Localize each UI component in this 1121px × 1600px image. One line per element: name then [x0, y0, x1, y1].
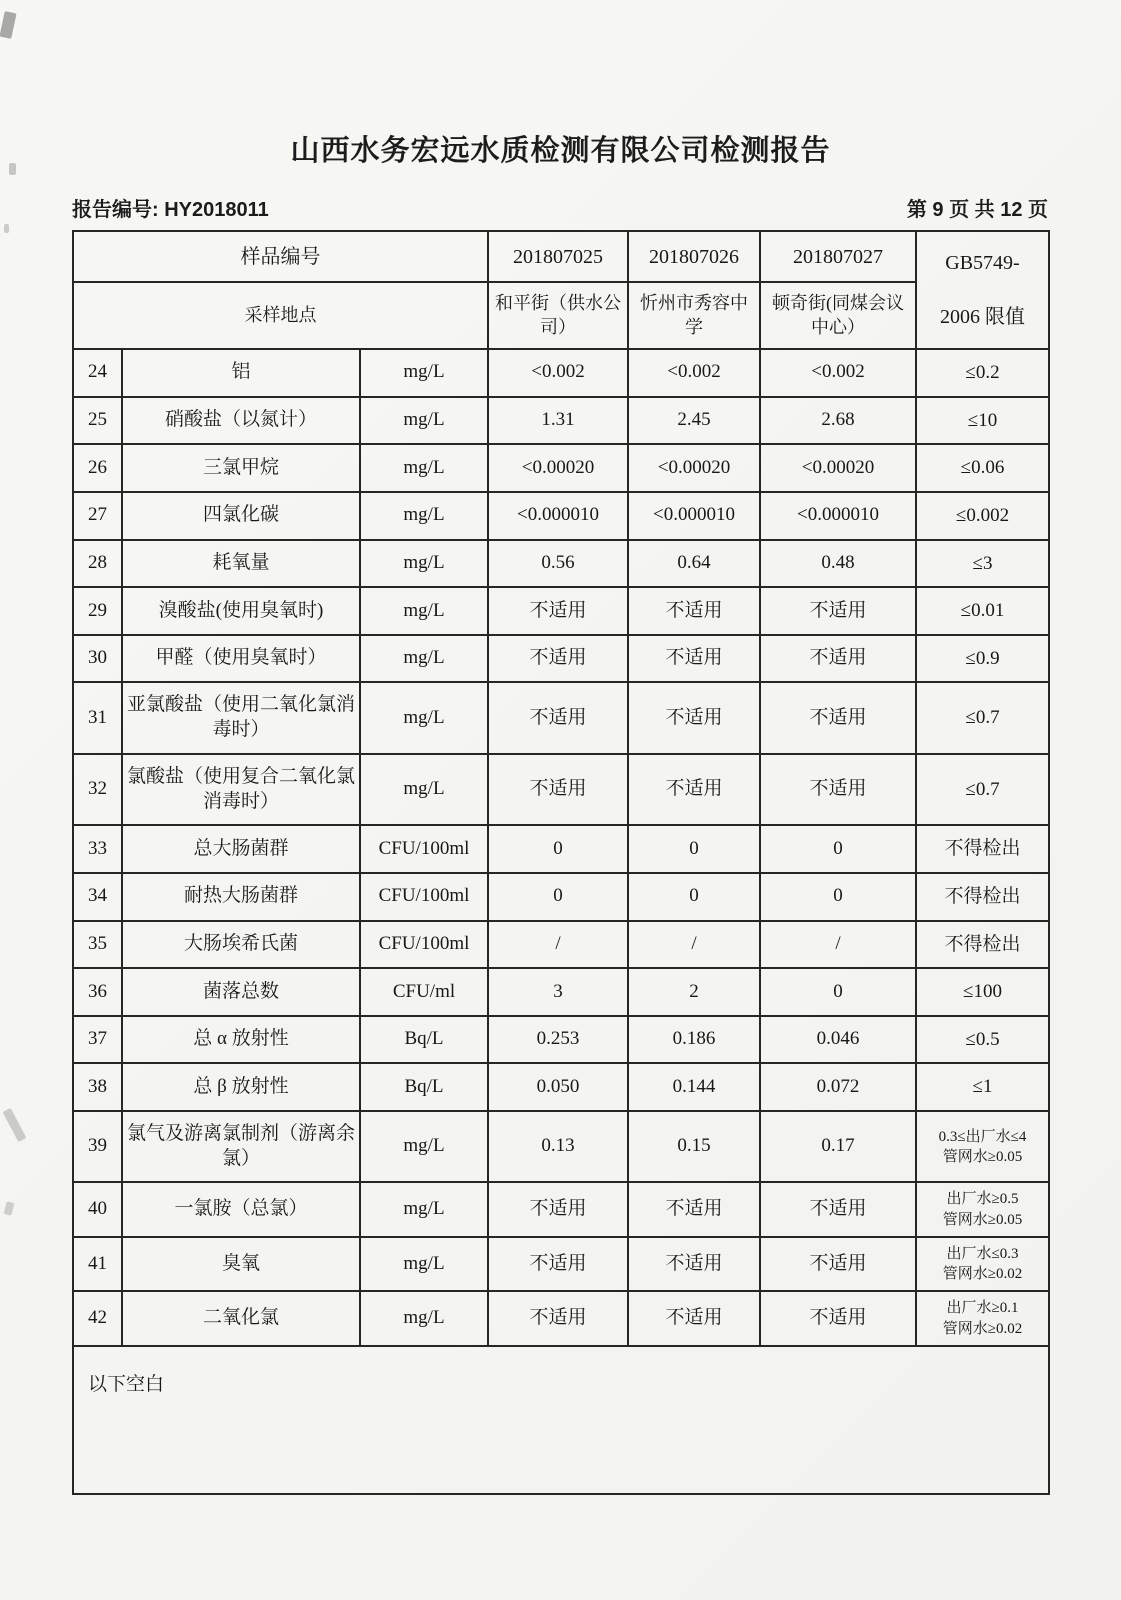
table-row [73, 873, 1049, 921]
table-row [73, 754, 1049, 825]
table-row [73, 492, 1049, 540]
row-number: 34 [73, 873, 122, 921]
unit-cell: mg/L [360, 1291, 488, 1346]
value-cell-sample3: 不适用 [760, 682, 916, 753]
parameter-name: 二氧化氯 [122, 1291, 360, 1346]
sample-id-1: 201807025 [488, 231, 628, 282]
unit-cell: CFU/100ml [360, 825, 488, 873]
value-cell-sample1: <0.002 [488, 349, 628, 397]
value-cell-sample3: <0.000010 [760, 492, 916, 540]
row-number: 40 [73, 1182, 122, 1237]
limit-cell: 出厂水≤0.3 管网水≥0.02 [916, 1237, 1049, 1292]
value-cell-sample2: 0.186 [628, 1016, 760, 1064]
value-cell-sample3: 0.17 [760, 1111, 916, 1182]
value-cell-sample2: 不适用 [628, 1291, 760, 1346]
limit-cell: 不得检出 [916, 825, 1049, 873]
results-table [72, 230, 1050, 1495]
unit-cell: Bq/L [360, 1016, 488, 1064]
value-cell-sample2: 不适用 [628, 1237, 760, 1292]
limit-cell: 0.3≤出厂水≤4 管网水≥0.05 [916, 1111, 1049, 1182]
row-number: 37 [73, 1016, 122, 1064]
row-number: 31 [73, 682, 122, 753]
value-cell-sample1: 不适用 [488, 1182, 628, 1237]
parameter-name: 氯酸盐（使用复合二氧化氯消毒时） [122, 754, 360, 825]
row-number: 24 [73, 349, 122, 397]
limit-cell: ≤0.06 [916, 444, 1049, 492]
unit-cell: mg/L [360, 587, 488, 635]
limit-cell: 出厂水≥0.1 管网水≥0.02 [916, 1291, 1049, 1346]
value-cell-sample1: 不适用 [488, 587, 628, 635]
location-3: 顿奇街(同煤会议中心） [760, 282, 916, 349]
value-cell-sample2: 不适用 [628, 754, 760, 825]
unit-cell: CFU/ml [360, 968, 488, 1016]
limit-cell: ≤0.9 [916, 635, 1049, 683]
value-cell-sample3: 不适用 [760, 1237, 916, 1292]
table-row [73, 921, 1049, 969]
limit-cell: ≤3 [916, 540, 1049, 588]
row-number: 25 [73, 397, 122, 445]
value-cell-sample3: <0.002 [760, 349, 916, 397]
value-cell-sample2: 0.144 [628, 1063, 760, 1111]
table-row [73, 968, 1049, 1016]
value-cell-sample3: 0 [760, 873, 916, 921]
parameter-name: 铝 [122, 349, 360, 397]
table-row [73, 682, 1049, 753]
unit-cell: mg/L [360, 635, 488, 683]
limit-cell: ≤0.01 [916, 587, 1049, 635]
limit-cell: ≤1 [916, 1063, 1049, 1111]
value-cell-sample1: 1.31 [488, 397, 628, 445]
table-row [73, 1291, 1049, 1346]
table-row [73, 444, 1049, 492]
report-number: 报告编号: HY2018011 [72, 199, 269, 221]
location-label: 采样地点 [73, 282, 488, 349]
footer-note: 以下空白 [73, 1346, 1049, 1494]
row-number: 35 [73, 921, 122, 969]
scan-artifact [0, 11, 17, 39]
value-cell-sample3: / [760, 921, 916, 969]
limit-cell: ≤0.002 [916, 492, 1049, 540]
value-cell-sample2: 不适用 [628, 1182, 760, 1237]
value-cell-sample2: 0 [628, 825, 760, 873]
limit-cell: 不得检出 [916, 921, 1049, 969]
value-cell-sample3: 0 [760, 825, 916, 873]
value-cell-sample1: 3 [488, 968, 628, 1016]
parameter-name: 总 β 放射性 [122, 1063, 360, 1111]
row-number: 29 [73, 587, 122, 635]
parameter-name: 氯气及游离氯制剂（游离余氯） [122, 1111, 360, 1182]
unit-cell: mg/L [360, 397, 488, 445]
parameter-name: 耗氧量 [122, 540, 360, 588]
parameter-name: 硝酸盐（以氮计） [122, 397, 360, 445]
limit-header-line1: GB5749- [945, 252, 1020, 274]
limit-cell: 不得检出 [916, 873, 1049, 921]
location-1: 和平街（供水公司） [488, 282, 628, 349]
row-number: 28 [73, 540, 122, 588]
parameter-name: 大肠埃希氏菌 [122, 921, 360, 969]
unit-cell: CFU/100ml [360, 921, 488, 969]
value-cell-sample3: 0.072 [760, 1063, 916, 1111]
row-number: 32 [73, 754, 122, 825]
value-cell-sample3: 不适用 [760, 1291, 916, 1346]
table-row [73, 349, 1049, 397]
table-row [73, 397, 1049, 445]
value-cell-sample2: <0.00020 [628, 444, 760, 492]
value-cell-sample3: 0.046 [760, 1016, 916, 1064]
value-cell-sample1: 0.253 [488, 1016, 628, 1064]
location-2: 忻州市秀容中学 [628, 282, 760, 349]
parameter-name: 亚氯酸盐（使用二氧化氯消毒时） [122, 682, 360, 753]
parameter-name: 溴酸盐(使用臭氧时) [122, 587, 360, 635]
value-cell-sample1: 不适用 [488, 682, 628, 753]
blank-row [73, 1346, 1049, 1494]
unit-cell: mg/L [360, 682, 488, 753]
unit-cell: mg/L [360, 492, 488, 540]
unit-cell: mg/L [360, 754, 488, 825]
table-row [73, 635, 1049, 683]
table-body [73, 349, 1049, 1346]
row-number: 39 [73, 1111, 122, 1182]
value-cell-sample2: 2 [628, 968, 760, 1016]
sample-id-3: 201807027 [760, 231, 916, 282]
value-cell-sample2: <0.002 [628, 349, 760, 397]
limit-cell: ≤0.5 [916, 1016, 1049, 1064]
value-cell-sample1: 不适用 [488, 754, 628, 825]
table-row [73, 587, 1049, 635]
row-number: 38 [73, 1063, 122, 1111]
parameter-name: 总 α 放射性 [122, 1016, 360, 1064]
parameter-name: 总大肠菌群 [122, 825, 360, 873]
unit-cell: mg/L [360, 1111, 488, 1182]
table-row [73, 1182, 1049, 1237]
value-cell-sample3: 不适用 [760, 587, 916, 635]
value-cell-sample2: 不适用 [628, 587, 760, 635]
parameter-name: 四氯化碳 [122, 492, 360, 540]
unit-cell: mg/L [360, 1182, 488, 1237]
parameter-name: 耐热大肠菌群 [122, 873, 360, 921]
value-cell-sample1: / [488, 921, 628, 969]
value-cell-sample3: 0 [760, 968, 916, 1016]
limit-cell: ≤10 [916, 397, 1049, 445]
value-cell-sample1: 不适用 [488, 1237, 628, 1292]
row-number: 41 [73, 1237, 122, 1292]
value-cell-sample1: 0 [488, 873, 628, 921]
row-number: 26 [73, 444, 122, 492]
parameter-name: 甲醛（使用臭氧时） [122, 635, 360, 683]
value-cell-sample2: 0 [628, 873, 760, 921]
row-number: 42 [73, 1291, 122, 1346]
header-row-sample-id [73, 231, 1049, 282]
scan-artifact [3, 1108, 27, 1142]
table-row [73, 1237, 1049, 1292]
limit-cell: ≤0.7 [916, 754, 1049, 825]
value-cell-sample2: <0.000010 [628, 492, 760, 540]
unit-cell: mg/L [360, 1237, 488, 1292]
parameter-name: 菌落总数 [122, 968, 360, 1016]
value-cell-sample2: 2.45 [628, 397, 760, 445]
value-cell-sample2: / [628, 921, 760, 969]
value-cell-sample3: 不适用 [760, 1182, 916, 1237]
parameter-name: 一氯胺（总氯） [122, 1182, 360, 1237]
limit-cell: ≤100 [916, 968, 1049, 1016]
page-indicator: 第 9 页 共 12 页 [906, 199, 1048, 221]
limit-cell: 出厂水≥0.5 管网水≥0.05 [916, 1182, 1049, 1237]
limit-column-header [916, 231, 1049, 349]
value-cell-sample2: 不适用 [628, 635, 760, 683]
value-cell-sample3: 不适用 [760, 635, 916, 683]
value-cell-sample1: 0.56 [488, 540, 628, 588]
table-row [73, 1111, 1049, 1182]
scan-artifact [3, 1201, 14, 1216]
value-cell-sample1: <0.000010 [488, 492, 628, 540]
unit-cell: mg/L [360, 540, 488, 588]
parameter-name: 三氯甲烷 [122, 444, 360, 492]
report-title: 山西水务宏远水质检测有限公司检测报告 [290, 135, 831, 167]
value-cell-sample2: 0.15 [628, 1111, 760, 1182]
row-number: 27 [73, 492, 122, 540]
value-cell-sample3: 0.48 [760, 540, 916, 588]
sample-id-2: 201807026 [628, 231, 760, 282]
table-row [73, 540, 1049, 588]
value-cell-sample1: 0 [488, 825, 628, 873]
value-cell-sample1: 0.050 [488, 1063, 628, 1111]
value-cell-sample3: <0.00020 [760, 444, 916, 492]
header-row-location [73, 282, 1049, 349]
parameter-name: 臭氧 [122, 1237, 360, 1292]
value-cell-sample2: 0.64 [628, 540, 760, 588]
value-cell-sample1: 不适用 [488, 635, 628, 683]
table-row [73, 825, 1049, 873]
value-cell-sample1: 0.13 [488, 1111, 628, 1182]
row-number: 30 [73, 635, 122, 683]
limit-cell: ≤0.7 [916, 682, 1049, 753]
table-row [73, 1016, 1049, 1064]
scan-artifact [4, 224, 9, 233]
value-cell-sample1: <0.00020 [488, 444, 628, 492]
limit-cell: ≤0.2 [916, 349, 1049, 397]
report-meta [72, 193, 1048, 222]
row-number: 36 [73, 968, 122, 1016]
unit-cell: CFU/100ml [360, 873, 488, 921]
limit-header-line2: 2006 限值 [940, 306, 1025, 328]
unit-cell: mg/L [360, 444, 488, 492]
value-cell-sample1: 不适用 [488, 1291, 628, 1346]
value-cell-sample2: 不适用 [628, 682, 760, 753]
table-row [73, 1063, 1049, 1111]
value-cell-sample3: 2.68 [760, 397, 916, 445]
unit-cell: mg/L [360, 349, 488, 397]
unit-cell: Bq/L [360, 1063, 488, 1111]
sample-id-label: 样品编号 [73, 231, 488, 282]
row-number: 33 [73, 825, 122, 873]
value-cell-sample3: 不适用 [760, 754, 916, 825]
